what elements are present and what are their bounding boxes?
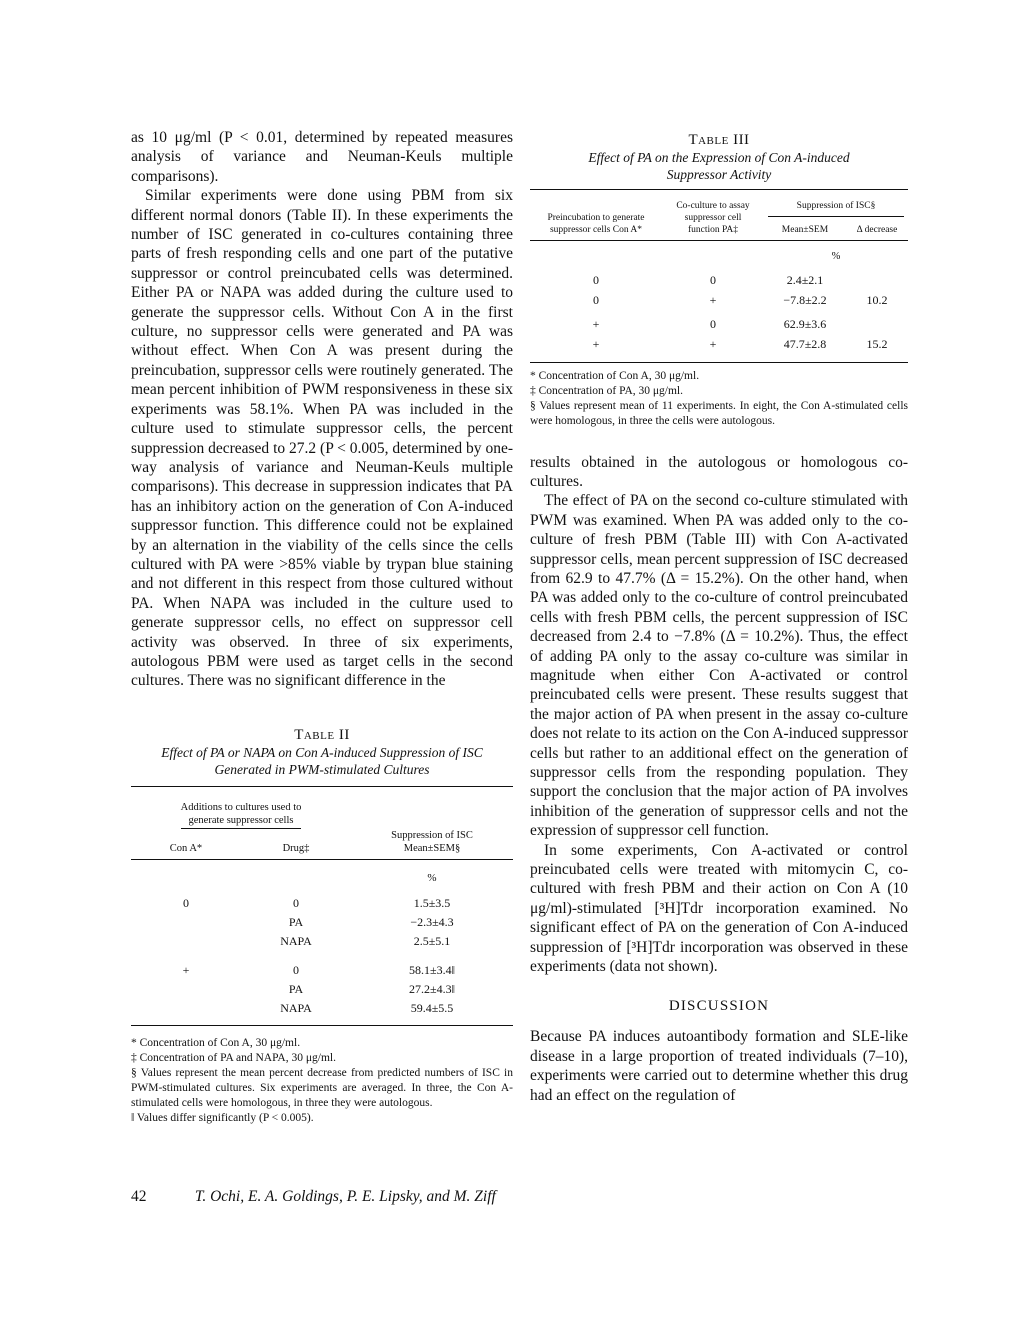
table-cell-drug: 0: [293, 962, 299, 977]
body-paragraph: In some experiments, Con A-activated or control preincubated cells were treated with mitomycin C, co-cultured with fresh PBM and their action on Con A (10 μg/ml)-stimulated [³H]Tdr incorporation examined. No significant effect of PA on the generation of Con A-induced suppression of [³H]Tdr incorporation was observed in these experiments (data not shown).: [530, 841, 908, 976]
table-title: Generated in PWM-stimulated Cultures: [214, 761, 430, 777]
table-row: [131, 913, 513, 932]
table-cell-preincubation: +: [592, 337, 600, 351]
table-cell-con-a: [131, 999, 241, 1018]
body-paragraph: Similar experiments were done using PBM from six different normal donors (Table II). In these experiments the number of ISC generated in co-cultures containing three parts of fresh responding cells and one part of the putative suppressor or control preincubated cells was determined. Either PA or NAPA was added during the culture used to generate the suppressor cells. Without Con A in the first culture, no suppressor cells were generated and PA was without effect. When Con A was present during the preincubation, suppressor cells were routinely generated. The mean percent inhibition of PWM responsiveness in these six experiments was 58.1%. When PA was included in the culture used to stimulate suppressor cells, the percent suppression decreased to 27.2 (P < 0.005, determined by one-way analysis of variance and Neuman-Keuls multiple comparisons). This decrease in suppression indicates that PA has an inhibitory action on the generation of Con A-induced suppressor function. This difference could not be explained by an alternation in the viability of the cells since the cells cultured with PA were >85% viable by trypan blue staining and not different in this respect from those cultured without PA. When NAPA was included in the culture used to generate suppressor cells, no effect on suppressor cell activity was observed. In three of six experiments, autologous PBM were used as target cells in the second cultures. There was no significant difference in the: [131, 187, 513, 690]
table-column-header: Co-culture to assay suppressor cell function PA‡: [676, 201, 750, 235]
table-cell-delta: 10.2: [866, 293, 888, 307]
table-label: Table III: [688, 132, 750, 148]
table-ii-grid: [131, 786, 513, 1037]
table-cell-mean: 2.4±2.1: [786, 273, 824, 287]
table-row: [530, 270, 908, 290]
table-column-header: Con A*: [169, 842, 203, 854]
table-column-header: Drug‡: [282, 842, 310, 854]
table-title: Suppressor Activity: [666, 167, 772, 182]
table-cell-value: 27.2±4.3‖: [409, 981, 455, 996]
table-cell-value: 59.4±5.5: [410, 1000, 454, 1015]
table-cell-value: 2.5±5.1: [413, 933, 451, 948]
table-cell-preincubation: +: [592, 317, 600, 331]
body-paragraph: as 10 μg/ml (P < 0.01, determined by repeated measures analysis of variance and Neuman-Keuls multiple comparisons).: [131, 129, 513, 185]
left-column: [131, 128, 513, 1126]
table-group-header: Additions to cultures used to generate suppressor cells: [131, 801, 351, 829]
table-cell-drug: NAPA: [280, 1000, 312, 1015]
table-iii-caption: [530, 132, 908, 183]
table-cell-mean: 47.7±2.8: [783, 337, 827, 351]
table-column-header: Mean±SEM: [781, 225, 829, 235]
table-column-header: Δ decrease: [856, 225, 898, 235]
table-cell-value: 58.1±3.4‖: [409, 962, 455, 977]
table-iii: [530, 132, 908, 429]
table-column-header: Suppression of ISC Mean±SEM§: [391, 829, 473, 854]
table-iii-footnotes: [530, 369, 908, 429]
table-cell-drug: NAPA: [280, 933, 312, 948]
table-cell-delta: [846, 310, 908, 334]
table-cell-mean: 62.9±3.6: [783, 317, 827, 331]
table-cell-value: −2.3±4.3: [410, 914, 454, 929]
table-title: Effect of PA on the Expression of Con A-induced: [588, 150, 850, 165]
right-column: [530, 128, 908, 1105]
table-cell-drug: PA: [288, 981, 304, 996]
page-footer: [131, 1188, 496, 1206]
body-paragraph: Because PA induces autoantibody formation and SLE-like disease in a large proportion of treated individuals (7–10), experiments were carried out to determine whether this drug had an effect on the regulation of: [530, 1028, 908, 1104]
table-cell-coculture: +: [709, 337, 717, 351]
table-footnote: ‡ Concentration of PA and NAPA, 30 μg/ml.: [131, 1052, 336, 1065]
table-row: [530, 290, 908, 310]
table-footnote: ‡ Concentration of PA, 30 μg/ml.: [530, 384, 683, 397]
body-paragraph: results obtained in the autologous or homologous co-cultures.: [530, 453, 908, 490]
table-iii-grid: [530, 189, 908, 369]
table-unit: %: [831, 251, 841, 262]
table-cell-con-a: [131, 932, 241, 951]
table-row: [131, 999, 513, 1018]
table-cell-mean: −7.8±2.2: [783, 293, 827, 307]
table-cell-con-a: 0: [183, 895, 189, 910]
table-row: [131, 951, 513, 980]
table-column-header: Preincubation to generate suppressor cells Con A*: [547, 213, 645, 235]
table-label: Table II: [294, 726, 350, 743]
table-cell-preincubation: 0: [593, 293, 599, 307]
table-row: [131, 894, 513, 913]
table-title: Effect of PA or NAPA on Con A-induced Suppression of ISC: [161, 744, 483, 760]
table-unit: %: [427, 871, 437, 884]
table-column-header: Suppression of ISC§: [764, 200, 908, 221]
table-footnote: * Concentration of Con A, 30 μg/ml.: [131, 1037, 301, 1050]
table-ii-body: [131, 894, 513, 1018]
table-cell-delta: [846, 270, 908, 290]
table-row: [530, 310, 908, 334]
table-cell-drug: PA: [288, 914, 304, 929]
body-paragraph: The effect of PA on the second co-culture stimulated with PWM was examined. When PA was added only to the co-culture of fresh PBM (Table III) with Con A-activated suppressor cells, mean percent suppression of ISC decreased from 62.9 to 47.7% (Δ = 15.2%). On the other hand, when PA was added only to the co-culture of control preincubated cells with fresh PBM cells, the percent suppression of ISC decreased from 2.4 to −7.8% (Δ = 10.2%). Thus, the effect of adding PA only to the assay co-culture was similar in magnitude when either Con A-activated or control preincubated cells were present. These results suggest that the major action of PA when present in the assay co-culture does not relate to its action on the Con A-induced suppressor cells but rather to an additional effect on the generation of suppressor cells from the responding population. They support the conclusion that the major action of PA involves inhibition of the generation of suppressor cells and not the expression of suppressor cell function.: [530, 492, 908, 840]
table-iii-body: [530, 270, 908, 354]
section-heading-discussion: DISCUSSION: [668, 998, 770, 1015]
table-cell-con-a: +: [182, 962, 190, 977]
table-footnote: ‖ Values differ significantly (P < 0.005).: [131, 1112, 314, 1125]
table-cell-con-a: [131, 980, 241, 999]
table-cell-con-a: [131, 913, 241, 932]
table-ii-footnotes: [131, 1036, 513, 1126]
table-footnote: * Concentration of Con A, 30 μg/ml.: [530, 369, 700, 382]
table-ii: [131, 727, 513, 1127]
table-cell-delta: 15.2: [866, 337, 888, 351]
table-cell-drug: 0: [293, 895, 299, 910]
table-row: [131, 932, 513, 951]
table-cell-preincubation: 0: [593, 273, 599, 287]
table-cell-value: 1.5±3.5: [413, 895, 451, 910]
running-authors: T. Ochi, E. A. Goldings, P. E. Lipsky, and M. Ziff: [194, 1188, 496, 1205]
table-cell-coculture: 0: [710, 273, 716, 287]
table-row: [530, 334, 908, 354]
table-footnote: § Values represent the mean percent decrease from predicted numbers of ISC in PWM-stimulated cultures. Six experiments are averaged. In three, the Con A-stimulated cells were homologous, in three they were autologous.: [131, 1067, 513, 1110]
table-ii-caption: [131, 727, 513, 778]
table-footnote: § Values represent mean of 11 experiments. In eight, the Con A-stimulated cells were homologous, in three the cells were autologous.: [530, 399, 908, 427]
table-cell-coculture: 0: [710, 317, 716, 331]
page-number: 42: [131, 1188, 147, 1205]
table-row: [131, 980, 513, 999]
table-cell-coculture: +: [709, 293, 717, 307]
